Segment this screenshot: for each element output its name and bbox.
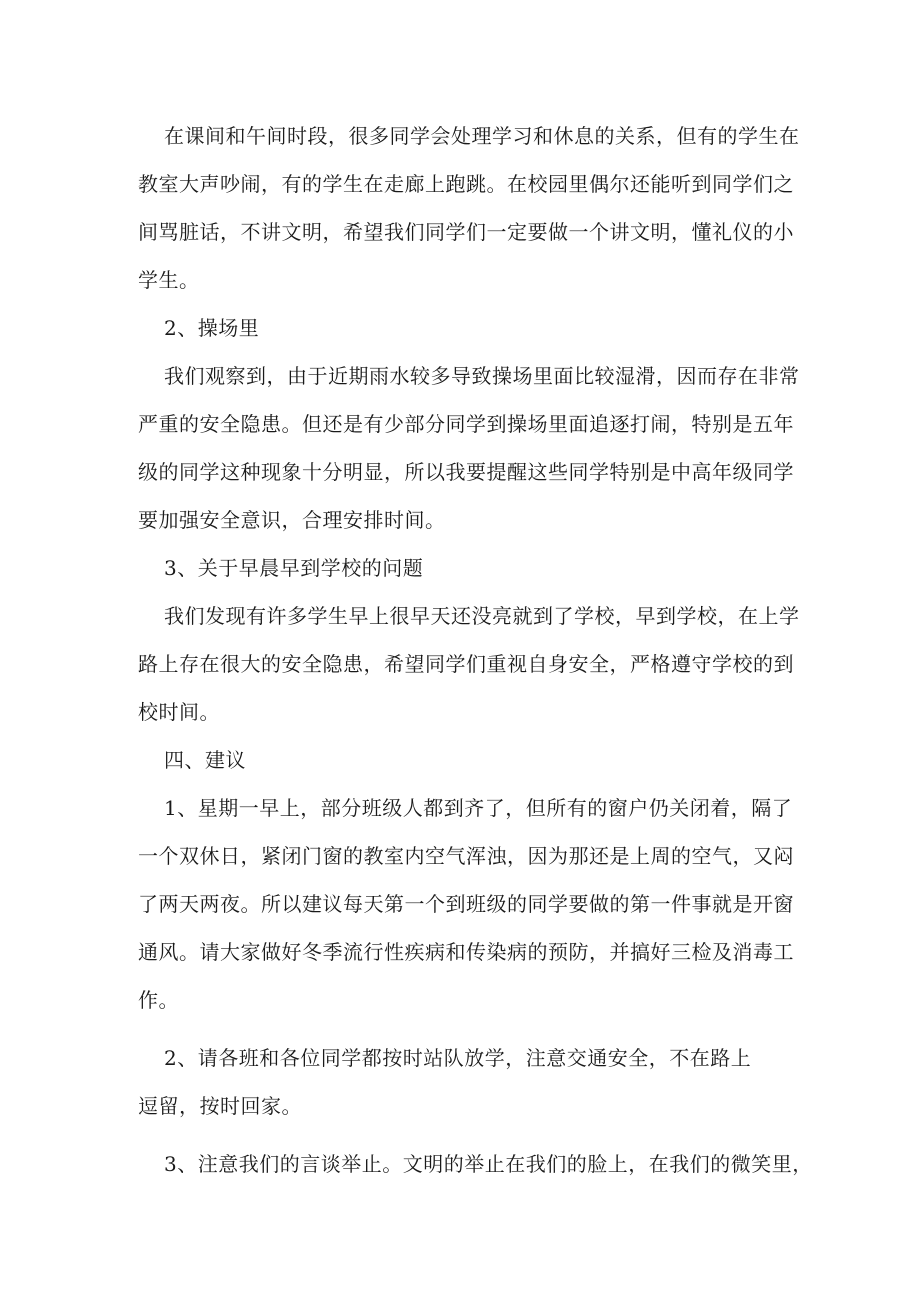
paragraph-line: 1、星期一早上，部分班级人都到齐了，但所有的窗户仍关闭着，隔了: [164, 796, 793, 820]
paragraph-line: 逗留，按时回家。: [138, 1094, 302, 1118]
paragraph-line: 通风。请大家做好冬季流行性疾病和传染病的预防，并搞好三检及消毒工: [138, 940, 794, 964]
paragraph-line: 严重的安全隐患。但还是有少部分同学到操场里面追逐打闹，特别是五年: [138, 412, 794, 436]
document-body: [138, 112, 813, 1188]
paragraph-line: 要加强安全意识，合理安排时间。: [138, 508, 446, 532]
section-heading: 四、建议: [164, 748, 246, 772]
paragraph-line: 2、请各班和各位同学都按时站队放学，注意交通安全，不在路上: [164, 1046, 752, 1070]
paragraph-line: 3、注意我们的言谈举止。文明的举止在我们的脸上，在我们的微笑里，: [164, 1152, 813, 1176]
paragraph-line: 教室大声吵闹，有的学生在走廊上跑跳。在校园里偶尔还能听到同学们之: [138, 172, 794, 196]
paragraph-line: 我们发现有许多学生早上很早天还没亮就到了学校，早到学校，在上学: [164, 604, 800, 628]
section-heading: 2、操场里: [164, 316, 260, 340]
paragraph-line: 在课间和午间时段，很多同学会处理学习和休息的关系，但有的学生在: [164, 124, 800, 148]
paragraph-line: 作。: [138, 988, 179, 1012]
paragraph-line: 我们观察到，由于近期雨水较多导致操场里面比较湿滑，因而存在非常: [164, 364, 800, 388]
paragraph-line: 间骂脏话，不讲文明，希望我们同学们一定要做一个讲文明，懂礼仪的小: [138, 220, 794, 244]
paragraph-gap: [138, 1130, 788, 1140]
paragraph-line: 级的同学这种现象十分明显，所以我要提醒这些同学特别是中高年级同学: [138, 460, 794, 484]
paragraph-line: 校时间。: [138, 700, 220, 724]
paragraph-gap: [138, 1024, 788, 1034]
section-heading: 3、关于早晨早到学校的问题: [164, 556, 424, 580]
paragraph-line: 路上存在很大的安全隐患，希望同学们重视自身安全，严格遵守学校的到: [138, 652, 794, 676]
paragraph-line: 一个双休日，紧闭门窗的教室内空气浑浊，因为那还是上周的空气，又闷: [138, 844, 794, 868]
paragraph-line: 了两天两夜。所以建议每天第一个到班级的同学要做的第一件事就是开窗: [138, 892, 794, 916]
paragraph-line: 学生。: [138, 268, 200, 292]
